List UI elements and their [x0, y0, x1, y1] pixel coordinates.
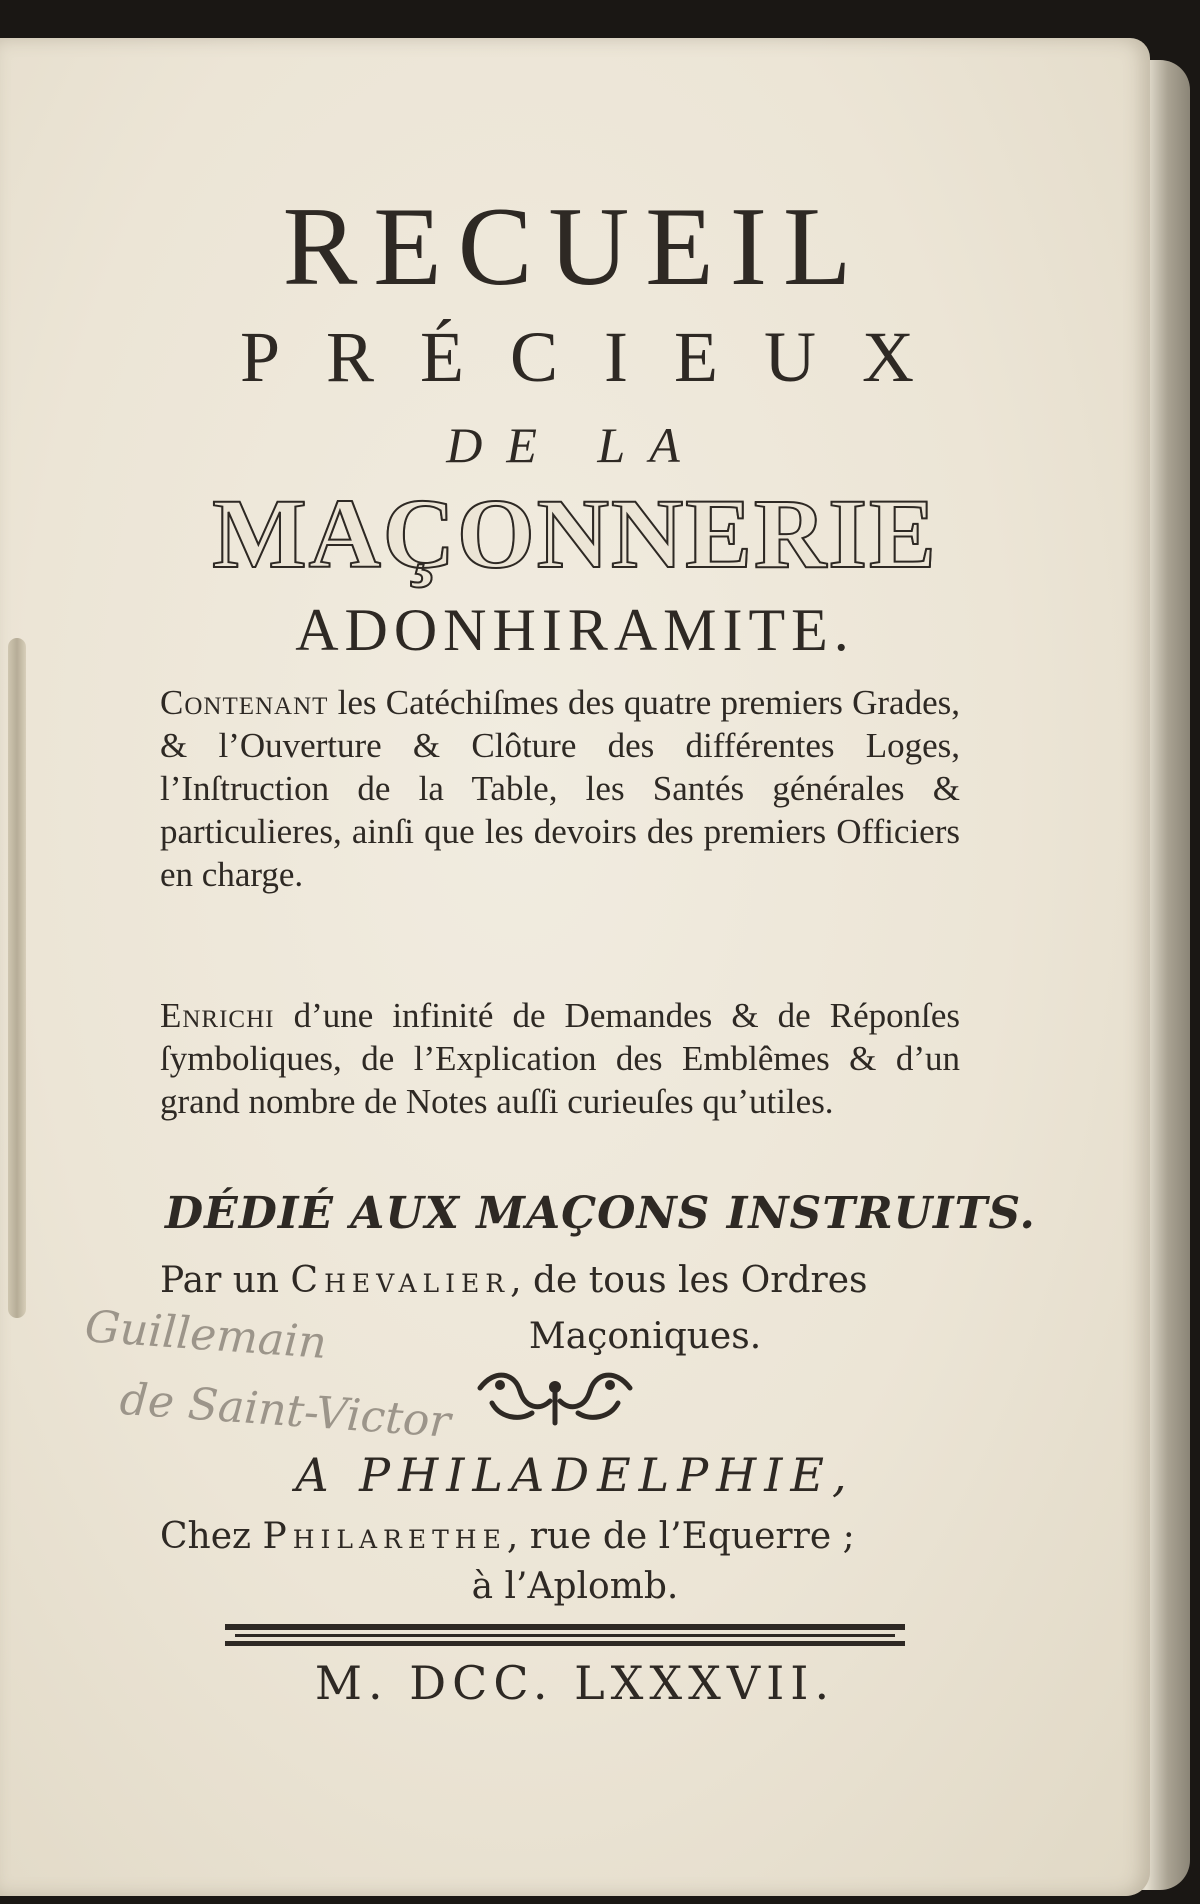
handwritten-annotation: [78, 1292, 487, 1460]
handwritten-line-1: Guillemain: [83, 1301, 329, 1369]
binding-thread: [8, 638, 26, 1318]
author-title: Chevalier: [290, 1260, 511, 1301]
title-line-2: PRÉCIEUX: [239, 317, 961, 397]
publisher-name: Philarethe: [262, 1516, 507, 1557]
publication-date: M. DCC. LXXXVII.: [314, 1656, 836, 1710]
author-suffix: , de tous les Ordres: [510, 1260, 868, 1301]
decorative-rule: [225, 1616, 905, 1650]
contents-paragraph: [160, 681, 960, 896]
title-page: [0, 38, 1150, 1896]
author-line-2: Maçoniques.: [528, 1316, 762, 1357]
publisher-prefix: Chez: [160, 1516, 252, 1557]
title-line-3: DE LA: [446, 417, 704, 473]
publisher-suffix: , rue de l’Equerre ;: [506, 1516, 855, 1557]
title-line-5: ADONHIRAMITE.: [295, 597, 855, 663]
title-line-1: RECUEIL: [282, 185, 868, 309]
imprint-publisher: [160, 1516, 980, 1557]
imprint-line-2: à l’Aplomb.: [471, 1566, 679, 1607]
contents-lead: Contenant: [160, 683, 329, 722]
enriched-paragraph: [160, 994, 960, 1123]
author-prefix: Par un: [160, 1260, 280, 1301]
dedication: DÉDIÉ AUX MAÇONS INSTRUITS.: [165, 1188, 1036, 1239]
handwritten-line-2: de Saint-Victor: [118, 1373, 453, 1448]
imprint-place: A PHILADELPHIE,: [295, 1448, 855, 1502]
title-line-4: MAÇONNERIE: [212, 478, 938, 589]
contents-text: les Catéchiſmes des quatre premiers Grades, & l’Ouverture & Clôture des différentes Loges, l’Inſtruction de la Table, les Santés générales & particulieres, ainſi que les devoirs des premiers Officiers en charge.: [160, 683, 961, 894]
enriched-lead: Enrichi: [160, 996, 275, 1035]
enriched-text: d’une infinité de Demandes & de Réponſes ſymboliques, de l’Explication des Emblêmes & d’un grand nombre de Notes auſſi curieuſes qu’utiles.: [160, 996, 960, 1121]
fleuron-ornament-icon: [470, 1363, 640, 1433]
author-line: [160, 1260, 960, 1301]
